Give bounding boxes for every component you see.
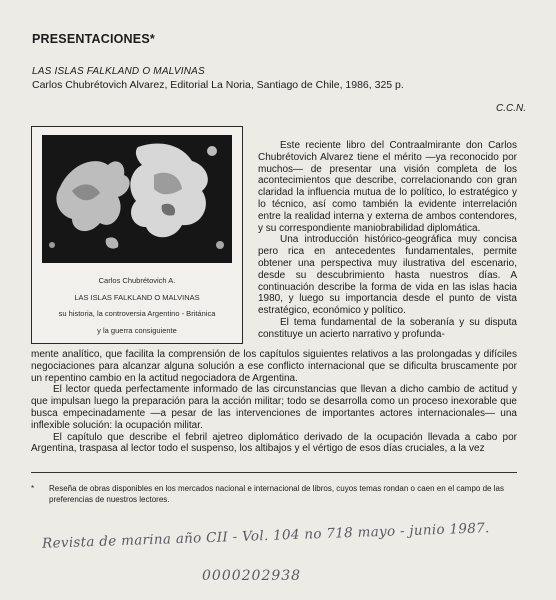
cover-title: LAS ISLAS FALKLAND O MALVINAS: [74, 292, 200, 302]
paragraph: Este reciente libro del Contraalmirante don Carlos Chubrétovich Alvarez tiene el mérito —ya reconocido por muchos— de presentar una visión completa de los acontecimientos que describe, correlacionando con gran claridad la influencia mutua de lo político, lo estratégico y lo técnico, así como también la evidente interrelación entre la realidad interna y externa de ambos contendores, y su correspondiente maniobrabilidad diplomática.: [258, 140, 517, 234]
footnote: [31, 483, 517, 505]
paragraph: mente analítico, que facilita la comprensión de los capítulos siguientes relativos a las prolongadas y difíciles negociaciones para alcanzar alguna solución a ese conflicto internacional que se dificulta bruscamente por un repentino cambio en la actitud negociadora de Argentina.: [31, 349, 517, 384]
book-cover: [31, 126, 243, 344]
paragraph: El tema fundamental de la soberanía y su disputa constituye un acierto narrativo y profunda-: [258, 316, 517, 340]
footnote-text: Reseña de obras disponibles en los mercados nacional e internacional de libros, cuyos temas rondan o caen en el campo de las preferencias de nuestros lectores.: [49, 484, 504, 504]
handwritten-catalog-number: 0000202938: [202, 568, 302, 584]
book-title: LAS ISLAS FALKLAND O MALVINAS: [32, 66, 205, 77]
review-column-text: [258, 140, 517, 341]
handwritten-citation: Revista de marina año CII - Vol. 104 no 718 mayo - junio 1987.: [41, 520, 490, 552]
footnote-mark: *: [31, 484, 35, 493]
cover-satellite-photo: [42, 135, 232, 263]
paragraph: El lector queda perfectamente informado de las circunstancias que llevan a dicho cambio de actitud y que impulsan luego la preparación para la acción militar; todo se desarrolla como un proceso inexorable que busca empecinadamente —a pesar de las intervenciones de importantes actores internacionales— una inflexible solución: la ocupación militar.: [31, 384, 517, 431]
book-reference: Carlos Chubrétovich Alvarez, Editorial La Noria, Santiago de Chile, 1986, 325 p.: [32, 79, 404, 91]
paragraph: El capítulo que describe el febril ajetreo diplomático derivado de la ocupación llevada a cabo por Argentina, traspasa al lector todo el suspenso, los altibajos y el vértigo de esos días cruciales, a la vez: [31, 431, 517, 455]
reviewer-initials: C.C.N.: [496, 103, 526, 114]
cover-text: [32, 273, 242, 339]
cover-subtitle-line2: y la guerra consiguiente: [97, 325, 177, 335]
review-full-width-text: [31, 349, 517, 455]
paragraph: Una introducción histórico-geográfica muy concisa pero rica en antecedentes fundamentales, permite obtener una perspectiva muy ilustrativa del escenario, desde su descubrimiento hasta nuestros días. A continuación describe la forma de vida en las islas hacia 1980, y luego su importancia desde el punto de vista estratégico, económico y político.: [258, 234, 517, 317]
cover-author: Carlos Chubrétovich A.: [98, 276, 176, 285]
section-heading: PRESENTACIONES*: [32, 32, 155, 46]
cover-subtitle-line1: su historia, la controversia Argentino - Británica: [58, 309, 216, 318]
footnote-divider: [31, 472, 517, 473]
